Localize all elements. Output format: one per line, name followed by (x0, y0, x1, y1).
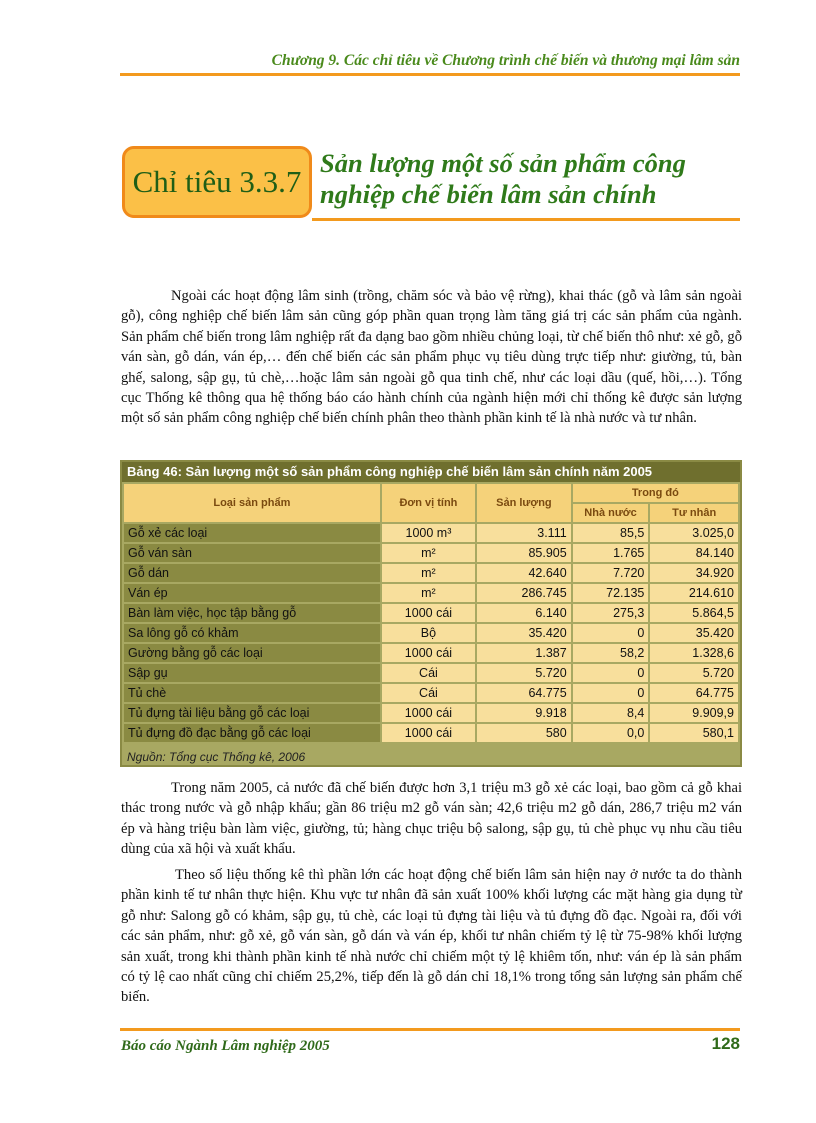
cell-output: 64.775 (477, 684, 571, 702)
cell-unit: m² (382, 564, 475, 582)
cell-state: 85,5 (573, 524, 649, 542)
table-row (124, 624, 738, 642)
production-table (122, 482, 740, 744)
cell-state: 72.135 (573, 584, 649, 602)
cell-private: 64.775 (650, 684, 738, 702)
cell-private: 5.864,5 (650, 604, 738, 622)
header-output: Sản lượng (477, 484, 571, 522)
page-number: 128 (711, 1034, 740, 1053)
cell-output: 42.640 (477, 564, 571, 582)
table-row (124, 724, 738, 742)
cell-product: Gỗ dán (124, 564, 380, 582)
cell-state: 0 (573, 684, 649, 702)
cell-private: 5.720 (650, 664, 738, 682)
section-title: Sản lượng một số sản phẩm công nghiệp chế biến lâm sản chính (320, 148, 686, 209)
cell-output: 5.720 (477, 664, 571, 682)
header-divider (120, 73, 740, 76)
cell-unit: 1000 m³ (382, 524, 475, 542)
cell-output: 35.420 (477, 624, 571, 642)
header-unit: Đơn vị tính (382, 484, 475, 522)
cell-unit: m² (382, 544, 475, 562)
data-table-panel (120, 460, 742, 767)
cell-output: 580 (477, 724, 571, 742)
cell-product: Tủ chè (124, 684, 380, 702)
title-divider (312, 218, 740, 221)
table-row (124, 584, 738, 602)
table-title: Bảng 46: Sản lượng một số sản phẩm công nghiệp chế biến lâm sản chính năm 2005 (122, 462, 740, 482)
table-row (124, 524, 738, 542)
cell-state: 58,2 (573, 644, 649, 662)
cell-state: 0 (573, 624, 649, 642)
cell-output: 286.745 (477, 584, 571, 602)
cell-unit: Bộ (382, 624, 475, 642)
cell-private: 214.610 (650, 584, 738, 602)
cell-state: 8,4 (573, 704, 649, 722)
table-row (124, 564, 738, 582)
cell-private: 34.920 (650, 564, 738, 582)
cell-product: Gỗ ván sàn (124, 544, 380, 562)
cell-product: Sa lông gỗ có khảm (124, 624, 380, 642)
cell-output: 3.111 (477, 524, 571, 542)
table-source: Nguồn: Tổng cục Thống kê, 2006 (127, 750, 306, 764)
cell-unit: 1000 cái (382, 704, 475, 722)
table-row (124, 684, 738, 702)
cell-product: Sập gụ (124, 664, 380, 682)
cell-product: Tủ đựng tài liệu bằng gỗ các loại (124, 704, 380, 722)
header-private: Tư nhân (650, 504, 738, 522)
cell-output: 9.918 (477, 704, 571, 722)
cell-product: Bàn làm việc, học tập bằng gỗ (124, 604, 380, 622)
paragraph-private-sector: Theo số liệu thống kê thì phần lớn các hoạt động chế biến lâm sản hiện nay ở nước ta do thành phần kinh tế tư nhân thực hiện. Khu vực tư nhân đã sản xuất 100% khối lượng các mặt hàng gia dụng từ gỗ như: Salong gỗ có khảm, sập gụ, tủ chè, các loại tủ đựng tài liệu và tủ đựng đồ đạc. Ngoài ra, đối với các sản phẩm, như: gỗ xẻ, gỗ ván sàn, gỗ dán và ván ép, khối tư nhân chiếm tỷ lệ từ 75-98% khối lượng sản xuất, trong khi thành phần kinh tế nhà nước chỉ chiếm một tỷ lệ khiêm tốn, như: ván ép là sản phẩm có tỷ lệ cao nhất cũng chỉ chiếm 25,2%, tiếp đến là gỗ dán chỉ 18,1% trong tổng sản lượng sản phẩm chế biến. (121, 867, 742, 1006)
cell-state: 7.720 (573, 564, 649, 582)
indicator-badge (122, 146, 312, 218)
cell-product: Tủ đựng đồ đạc bằng gỗ các loại (124, 724, 380, 742)
table-row (124, 604, 738, 622)
table-row (124, 664, 738, 682)
cell-product: Ván ép (124, 584, 380, 602)
cell-private: 35.420 (650, 624, 738, 642)
cell-unit: Cái (382, 664, 475, 682)
footer-divider (120, 1028, 740, 1031)
cell-unit: m² (382, 584, 475, 602)
cell-output: 85.905 (477, 544, 571, 562)
cell-state: 1.765 (573, 544, 649, 562)
header-group: Trong đó (573, 484, 738, 502)
footer-report-title: Báo cáo Ngành Lâm nghiệp 2005 (121, 1038, 330, 1054)
cell-unit: Cái (382, 684, 475, 702)
cell-private: 580,1 (650, 724, 738, 742)
table-row (124, 644, 738, 662)
table-row (124, 704, 738, 722)
cell-product: Gỗ xẻ các loại (124, 524, 380, 542)
cell-private: 9.909,9 (650, 704, 738, 722)
chapter-header: Chương 9. Các chỉ tiêu về Chương trình chế biến và thương mại lâm sản (271, 52, 740, 69)
paragraph-2005-output: Trong năm 2005, cả nước đã chế biến được hơn 3,1 triệu m3 gỗ xẻ các loại, bao gồm cả gỗ khai thác trong nước và gỗ nhập khẩu; gần 86 triệu m2 gỗ ván sàn; 42,6 triệu m2 gỗ dán, 286,7 triệu m2 ván ép và hàng triệu bàn làm việc, giường, tủ; hàng chục triệu bộ salong, sập gụ, tủ chè phục vụ nhu cầu tiêu dùng của xã hội và xuất khẩu. (121, 780, 742, 858)
cell-private: 3.025,0 (650, 524, 738, 542)
header-state: Nhà nước (573, 504, 649, 522)
cell-state: 0 (573, 664, 649, 682)
cell-unit: 1000 cái (382, 644, 475, 662)
header-product: Loại sản phẩm (124, 484, 380, 522)
paragraph-intro: Ngoài các hoạt động lâm sinh (trồng, chăm sóc và bảo vệ rừng), khai thác (gỗ và lâm sản ngoài gỗ), công nghiệp chế biến lâm sản cũng góp phần quan trọng làm tăng giá trị các sản phẩm của ngành. Sản phẩm chế biến trong lâm nghiệp rất đa dạng bao gồm nhiều chủng loại, từ chế biến thô như: xẻ gỗ, gỗ ván sàn, gỗ dán, ván ép,… đến chế biến các sản phẩm phục vụ tiêu dùng trực tiếp như: giường, tủ, bàn ghế, salong, sập gụ, tủ chè,…hoặc lâm sản ngoài gỗ qua tinh chế, như các loại dầu (quế, hồi,…). Tổng cục Thống kê thông qua hệ thống báo cáo hành chính của ngành hiện mới chỉ thống kê được sản lượng một số sản phẩm công nghiệp chế biến chính phân theo thành phần kinh tế là nhà nước và tư nhân. (121, 288, 742, 427)
cell-unit: 1000 cái (382, 604, 475, 622)
cell-state: 0,0 (573, 724, 649, 742)
cell-private: 84.140 (650, 544, 738, 562)
cell-private: 1.328,6 (650, 644, 738, 662)
cell-output: 1.387 (477, 644, 571, 662)
cell-output: 6.140 (477, 604, 571, 622)
cell-product: Gường bằng gỗ các loại (124, 644, 380, 662)
table-row (124, 544, 738, 562)
cell-state: 275,3 (573, 604, 649, 622)
cell-unit: 1000 cái (382, 724, 475, 742)
indicator-badge-label: Chỉ tiêu 3.3.7 (132, 164, 302, 199)
